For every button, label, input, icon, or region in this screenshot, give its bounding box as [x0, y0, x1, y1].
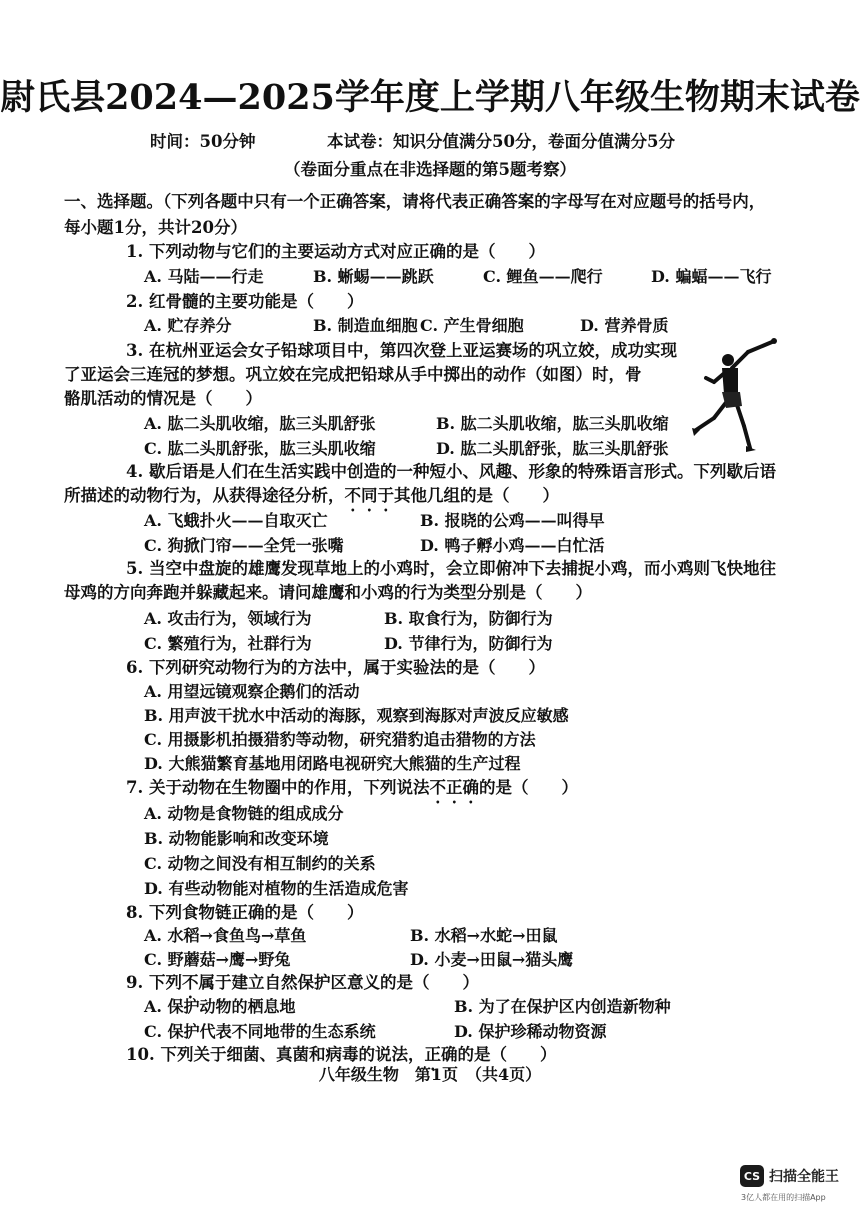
q5-stem-line1: 5. 当空中盘旋的雄鹰发现草地上的小鸡时，会立即俯冲下去捕捉小鸡，而小鸡则飞快地往 [126, 559, 776, 578]
q6-option-a: A. 用望远镜观察企鹅们的活动 [144, 682, 360, 701]
q9-option-d: D. 保护珍稀动物资源 [454, 1022, 607, 1041]
q1-option-c: C. 鲤鱼——爬行 [483, 267, 603, 286]
q7-option-b: B. 动物能影响和改变环境 [144, 829, 329, 848]
q5-option-a: A. 攻击行为，领域行为 [144, 609, 312, 628]
q5-option-b: B. 取食行为，防御行为 [384, 609, 553, 628]
q4-option-a: A. 飞蛾扑火——自取灭亡 [144, 511, 328, 530]
camscanner-name: 扫描全能王 [769, 1169, 839, 1185]
q9-stem: 9. 下列不属于建立自然保护区意义的是（ ） [126, 973, 479, 992]
q2-option-b: B. 制造血细胞 [313, 316, 418, 335]
camscanner-logo-icon: CS [740, 1165, 764, 1187]
q3-option-a: A. 肱二头肌收缩，肱三头肌舒张 [144, 414, 376, 433]
q5-stem-line2: 母鸡的方向奔跑并躲藏起来。请问雄鹰和小鸡的行为类型分别是（ ） [64, 583, 592, 602]
q3-option-c: C. 肱二头肌舒张，肱三头肌收缩 [144, 439, 376, 458]
q8-option-b: B. 水稻→水蛇→田鼠 [410, 926, 558, 945]
q6-stem: 6. 下列研究动物行为的方法中，属于实验法的是（ ） [126, 658, 545, 677]
camscanner-tagline: 3亿人都在用的扫描App [741, 1193, 826, 1202]
section-instruction-1: 一、选择题。（下列各题中只有一个正确答案，请将代表正确答案的字母写在对应题号的括号内， [64, 192, 766, 211]
q7-option-c: C. 动物之间没有相互制约的关系 [144, 854, 376, 873]
q3-stem-line1: 3. 在杭州亚运会女子铅球项目中，第四次登上亚运赛场的巩立姣，成功实现 [126, 341, 677, 360]
q5-option-c: C. 繁殖行为，社群行为 [144, 634, 312, 653]
q4-option-c: C. 狗掀门帘——全凭一张嘴 [144, 536, 344, 555]
scanner-watermark [740, 1164, 839, 1188]
q3-option-b: B. 肱二头肌收缩，肱三头肌收缩 [436, 414, 669, 433]
q6-option-c: C. 用摄影机拍摄猎豹等动物，研究猎豹追击猎物的方法 [144, 730, 536, 749]
q5-option-d: D. 节律行为，防御行为 [384, 634, 553, 653]
q9-option-b: B. 为了在保护区内创造新物种 [454, 997, 671, 1016]
exam-score: 本试卷：知识分值满分50分，卷面分值满分5分 [327, 132, 675, 151]
q3-option-d: D. 肱二头肌舒张，肱三头肌舒张 [436, 439, 669, 458]
q2-option-a: A. 贮存养分 [144, 316, 232, 335]
q8-stem: 8. 下列食物链正确的是（ ） [126, 903, 364, 922]
q6-option-d: D. 大熊猫繁育基地用闭路电视研究大熊猫的生产过程 [144, 754, 521, 773]
q4-option-d: D. 鸭子孵小鸡——白忙活 [420, 536, 605, 555]
q1-stem: 1. 下列动物与它们的主要运动方式对应正确的是（ ） [126, 242, 545, 261]
page-footer: 八年级生物 第1页 （共4页） [318, 1065, 542, 1084]
q8-option-c: C. 野蘑菇→鹰→野兔 [144, 950, 291, 969]
q4-option-b: B. 报晓的公鸡——叫得早 [420, 511, 605, 530]
q1-option-b: B. 蜥蜴——跳跃 [313, 267, 434, 286]
exam-title: 尉氏县2024—2025学年度上学期八年级生物期末试卷 [0, 77, 860, 118]
q7-stem: 7. 关于动物在生物圈中的作用，下列说法不正确的是（ ） [126, 778, 578, 797]
q2-option-d: D. 营养骨质 [580, 316, 669, 335]
exam-note: （卷面分重点在非选择题的第5题考察） [284, 160, 576, 179]
q8-option-a: A. 水稻→食鱼鸟→草鱼 [144, 926, 307, 945]
q9-option-a: A. 保护动物的栖息地 [144, 997, 296, 1016]
shot-put-athlete-figure [688, 338, 780, 456]
q9-option-c: C. 保护代表不同地带的生态系统 [144, 1022, 376, 1041]
q2-stem: 2. 红骨髓的主要功能是（ ） [126, 292, 364, 311]
q7-option-d: D. 有些动物能对植物的生活造成危害 [144, 879, 409, 898]
q3-stem-line2: 了亚运会三连冠的梦想。巩立姣在完成把铅球从手中掷出的动作（如图）时，骨 [64, 365, 642, 384]
q2-option-c: C. 产生骨细胞 [420, 316, 524, 335]
section-instruction-2: 每小题1分，共计20分） [64, 218, 247, 237]
exam-time: 时间：50分钟 [150, 132, 256, 151]
q3-stem-line3: 骼肌活动的情况是（ ） [64, 389, 262, 408]
q7-option-a: A. 动物是食物链的组成成分 [144, 804, 344, 823]
q1-option-d: D. 蝙蝠——飞行 [651, 267, 772, 286]
q6-option-b: B. 用声波干扰水中活动的海豚，观察到海豚对声波反应敏感 [144, 706, 569, 725]
q10-stem: 10. 下列关于细菌、真菌和病毒的说法，正确的是（ ） [126, 1045, 557, 1064]
q4-stem-line2: 所描述的动物行为，从获得途径分析，不同于其他几组的是（ ） [64, 486, 559, 505]
q8-option-d: D. 小麦→田鼠→猫头鹰 [410, 950, 574, 969]
q4-stem-line1: 4. 歇后语是人们在生活实践中创造的一种短小、风趣、形象的特殊语言形式。下列歇后语 [126, 462, 776, 481]
q1-option-a: A. 马陆——行走 [144, 267, 264, 286]
